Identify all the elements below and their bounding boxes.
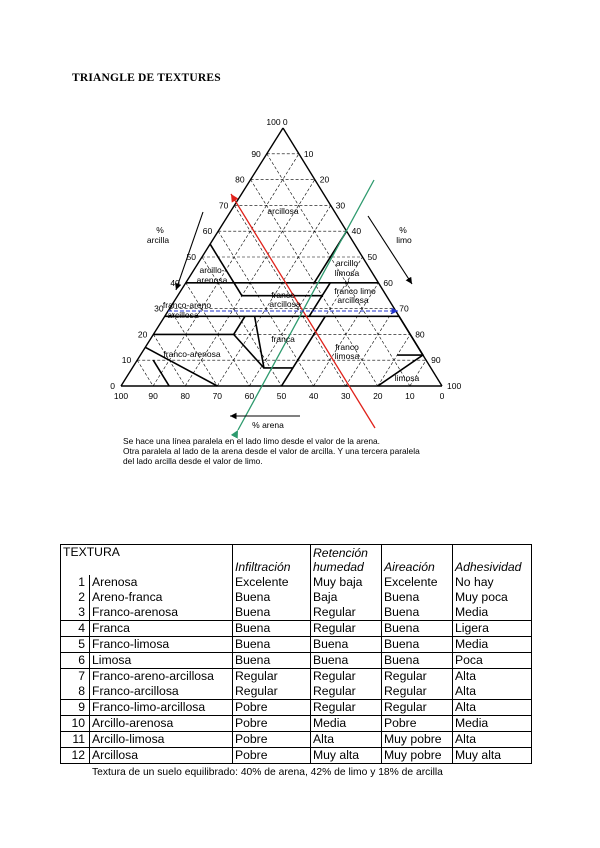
region-label-franco-limosa: franco — [335, 342, 359, 352]
aireacion-cell: Excelente — [382, 575, 453, 590]
region-label-franco-limo-arcillosa: y — [344, 277, 350, 287]
adhesividad-cell: Alta — [453, 732, 532, 748]
region-label-arcillo-arenosa: arenosa — [196, 275, 228, 285]
adhesividad-cell: Media — [453, 605, 532, 621]
region-label-arcillo-limosa: limosa — [334, 268, 360, 278]
row-number: 12 — [61, 748, 90, 764]
region-boundary — [282, 368, 293, 386]
retencion-cell: Regular — [311, 669, 382, 685]
table-row — [61, 732, 532, 748]
adhesividad-cell: Ligera — [453, 621, 532, 637]
texture-name: Arenosa — [90, 575, 233, 590]
infiltracion-cell: Buena — [233, 621, 311, 637]
silt-tick-label: 90 — [431, 355, 441, 366]
row-number: 1 — [61, 575, 90, 590]
table-row — [61, 575, 532, 590]
sand-tick-label: 70 — [212, 391, 223, 401]
sand-tick-label: 80 — [180, 391, 190, 401]
apex-label: 100 0 — [266, 117, 288, 127]
texture-name: Franco-limosa — [90, 637, 233, 653]
retencion-cell: Buena — [311, 653, 382, 669]
table-row — [61, 716, 532, 732]
row-number: 6 — [61, 653, 90, 669]
table-row — [61, 621, 532, 637]
aireacion-cell: Buena — [382, 605, 453, 621]
aireacion-cell: Regular — [382, 669, 453, 685]
sand-tick-label: 30 — [340, 391, 351, 401]
sand-tick-label: 60 — [244, 391, 255, 401]
retencion-cell: Baja — [311, 590, 382, 605]
region-label-limosa: limosa — [394, 373, 420, 383]
infiltracion-cell: Regular — [233, 669, 311, 685]
sand-axis-label: % arena — [252, 420, 284, 430]
region-label-arcillosa: arcillosa — [267, 206, 299, 216]
header-infiltracion: Infiltración — [233, 545, 311, 576]
triangle-grid — [121, 128, 442, 386]
clay-tick-label: 60 — [202, 226, 213, 237]
table-row — [61, 669, 532, 685]
note-line: del lado arcilla desde el valor de limo. — [123, 456, 263, 466]
infiltracion-cell: Buena — [233, 590, 311, 605]
sand-tick-label: 40 — [308, 391, 319, 401]
page-title: TRIANGLE DE TEXTURES — [72, 72, 221, 84]
region-label-franco-arcillosa: arcillosa — [269, 299, 301, 309]
table-row — [61, 700, 532, 716]
row-number: 11 — [61, 732, 90, 748]
triangle-labels — [110, 117, 461, 430]
retencion-cell: Muy alta — [311, 748, 382, 764]
silt-tick-label: 100 — [447, 381, 462, 391]
aireacion-cell: Pobre — [382, 716, 453, 732]
sand-grid-line — [170, 309, 218, 386]
table-header-row — [61, 545, 532, 576]
row-number: 10 — [61, 716, 90, 732]
infiltracion-cell: Pobre — [233, 700, 311, 716]
region-label-franco-limo-arcillosa: arcillosa — [337, 295, 369, 305]
infiltracion-cell: Excelente — [233, 575, 311, 590]
row-number: 8 — [61, 684, 90, 700]
row-number: 3 — [61, 605, 90, 621]
texture-name: Arcillosa — [90, 748, 233, 764]
silt-tick-label: 40 — [351, 226, 362, 237]
table-row — [61, 748, 532, 764]
row-number: 4 — [61, 621, 90, 637]
instruction-note — [123, 436, 463, 466]
clay-axis-label: arcilla — [146, 235, 170, 245]
silt-axis-label: limo — [396, 235, 412, 245]
clay-tick-label: 70 — [218, 200, 229, 211]
texture-name: Areno-franca — [90, 590, 233, 605]
aireacion-cell: Buena — [382, 653, 453, 669]
header-aireacion: Aireación — [382, 545, 453, 576]
row-number: 5 — [61, 637, 90, 653]
header-retencion-line1: Retención — [313, 546, 368, 560]
header-textura: TEXTURA — [61, 545, 233, 576]
texture-name: Franco-limo-arcillosa — [90, 700, 233, 716]
aireacion-cell: Muy pobre — [382, 732, 453, 748]
texture-name: Arcillo-arenosa — [90, 716, 233, 732]
silt-tick-label: 10 — [303, 148, 314, 159]
adhesividad-cell: Muy alta — [453, 748, 532, 764]
sand-tick-label: 20 — [373, 391, 383, 401]
retencion-cell: Regular — [311, 684, 382, 700]
aireacion-cell: Buena — [382, 637, 453, 653]
clay-axis-label: % — [156, 225, 164, 235]
clay-tick-label: 80 — [235, 174, 245, 185]
retencion-cell: Buena — [311, 637, 382, 653]
region-label-franca: franca — [271, 334, 295, 344]
clay-tick-label: 0 — [110, 381, 115, 391]
adhesividad-cell: Alta — [453, 669, 532, 685]
texture-name: Franco-arenosa — [90, 605, 233, 621]
infiltracion-cell: Buena — [233, 637, 311, 653]
note-line: Se hace una línea paralela en el lado limo desde el valor de la arena. — [123, 436, 381, 446]
silt-tick-label: 20 — [319, 174, 330, 185]
clay-tick-label: 10 — [121, 355, 132, 366]
aireacion-cell: Regular — [382, 700, 453, 716]
sand-tick-label: 10 — [405, 391, 415, 401]
region-label-franco-arenosa: franco-arenosa — [163, 349, 221, 359]
region-label-franco-limosa: limosa — [334, 351, 360, 361]
table-row — [61, 605, 532, 621]
infiltracion-cell: Pobre — [233, 732, 311, 748]
silt-tick-label: 70 — [399, 303, 409, 314]
header-retencion — [311, 545, 382, 576]
adhesividad-cell: Media — [453, 637, 532, 653]
row-number: 7 — [61, 669, 90, 685]
adhesividad-cell: Alta — [453, 684, 532, 700]
table-row — [61, 684, 532, 700]
retencion-cell: Media — [311, 716, 382, 732]
adhesividad-cell: Alta — [453, 700, 532, 716]
retencion-cell: Muy baja — [311, 575, 382, 590]
silt-tick-label: 60 — [383, 277, 393, 288]
adhesividad-cell: Media — [453, 716, 532, 732]
retencion-cell: Regular — [311, 621, 382, 637]
adhesividad-cell: Muy poca — [453, 590, 532, 605]
row-number: 9 — [61, 700, 90, 716]
header-retencion-line2: humedad — [313, 560, 364, 574]
texture-name: Franca — [90, 621, 233, 637]
region-label-arcillo-arenosa: arcillo- — [199, 265, 225, 275]
aireacion-cell: Muy pobre — [382, 748, 453, 764]
retencion-cell: Alta — [311, 732, 382, 748]
table-row — [61, 653, 532, 669]
table-row — [61, 590, 532, 605]
sand-tick-label: 50 — [276, 391, 287, 401]
region-label-franco-limo-arcillosa: franco limo — [334, 286, 376, 296]
silt-tick-label: 80 — [415, 329, 425, 340]
silt-axis-label: % — [399, 225, 407, 235]
aireacion-cell: Regular — [382, 684, 453, 700]
infiltracion-cell: Buena — [233, 653, 311, 669]
texture-name: Franco-areno-arcillosa — [90, 669, 233, 685]
note-line: Otra paralela al lado de la arena desde el valor de arcilla. Y una tercera paralela — [123, 446, 420, 456]
table-caption: Textura de un suelo equilibrado: 40% de arena, 42% de limo y 18% de arcilla — [92, 767, 443, 778]
aireacion-cell: Buena — [382, 590, 453, 605]
silt-tick-label: 30 — [335, 200, 346, 211]
infiltracion-cell: Pobre — [233, 748, 311, 764]
aireacion-cell: Buena — [382, 621, 453, 637]
infiltracion-cell: Regular — [233, 684, 311, 700]
infiltracion-cell: Pobre — [233, 716, 311, 732]
texture-table — [60, 544, 532, 764]
table-row — [61, 637, 532, 653]
region-label-arcillo-limosa: arcillo — [335, 258, 359, 268]
row-number: 2 — [61, 590, 90, 605]
region-label-franco-areno-arcillosa: arcillosa — [167, 310, 199, 320]
clay-tick-label: 90 — [251, 148, 261, 159]
retencion-cell: Regular — [311, 605, 382, 621]
sand-tick-label: 90 — [148, 391, 158, 401]
clay-tick-label: 50 — [186, 252, 196, 262]
texture-name: Arcillo-limosa — [90, 732, 233, 748]
header-adhesividad: Adhesividad — [453, 545, 532, 576]
clay-tick-label: 20 — [137, 329, 148, 340]
region-label-franco-areno-arcillosa: franco-areno — [162, 300, 212, 310]
region-label-franco-arcillosa: franco — [271, 290, 295, 300]
infiltracion-cell: Buena — [233, 605, 311, 621]
sand-tick-label: 0 — [439, 391, 445, 401]
adhesividad-cell: No hay — [453, 575, 532, 590]
texture-name: Limosa — [90, 653, 233, 669]
sand-grid-line — [137, 360, 153, 386]
adhesividad-cell: Poca — [453, 653, 532, 669]
texture-name: Franco-arcillosa — [90, 684, 233, 700]
clay-tick-label: 30 — [154, 303, 164, 314]
sand-tick-label: 100 — [113, 391, 129, 401]
silt-tick-label: 50 — [367, 252, 377, 262]
retencion-cell: Regular — [311, 700, 382, 716]
clay-tick-label: 40 — [170, 277, 180, 288]
